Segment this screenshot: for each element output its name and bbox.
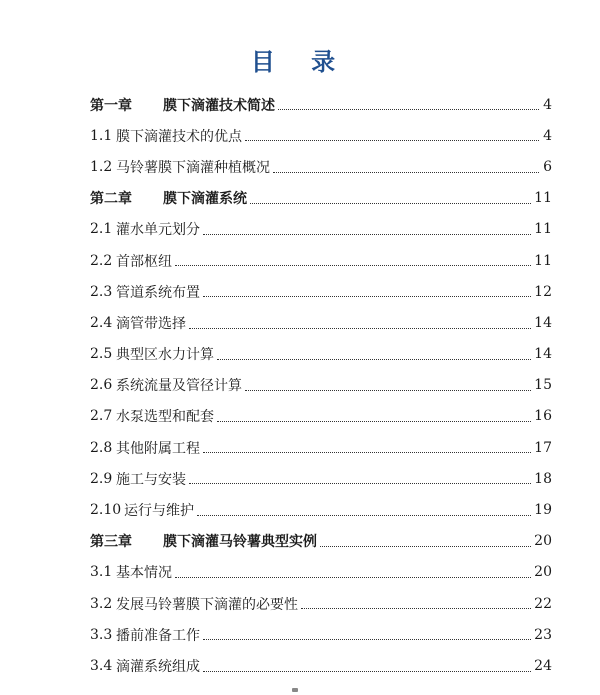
toc-entry-number: 2.1 xyxy=(90,221,113,238)
toc-entry-title: 管道系统布置 xyxy=(116,284,200,301)
dot-leader xyxy=(175,264,531,266)
toc-title: 目 录 xyxy=(250,48,350,76)
toc-entry-3-2[interactable] xyxy=(90,588,552,619)
toc-entry-number: 2.5 xyxy=(90,346,113,363)
toc-entry-2-7[interactable] xyxy=(90,401,552,432)
toc-entry-title: 播前准备工作 xyxy=(116,627,200,644)
toc-entry-title: 马铃薯膜下滴灌种植概况 xyxy=(116,159,270,176)
toc-entry-number: 第一章 xyxy=(90,97,132,114)
toc-entry-number: 2.9 xyxy=(90,470,113,487)
toc-entry-title: 首部枢纽 xyxy=(116,253,172,270)
toc-entry-page: 24 xyxy=(534,657,552,674)
toc-entry-3-4[interactable] xyxy=(90,650,552,681)
toc-entry-page: 11 xyxy=(534,252,552,269)
toc-entry-title: 膜下滴灌技术简述 xyxy=(163,97,275,114)
toc-entry-number: 2.6 xyxy=(90,377,113,394)
dot-leader xyxy=(301,607,531,609)
dot-leader xyxy=(278,108,539,110)
toc-entry-page: 14 xyxy=(534,314,552,331)
table-of-contents xyxy=(90,89,552,682)
toc-entry-title: 基本情况 xyxy=(116,565,172,582)
toc-entry-number: 2.8 xyxy=(90,439,113,456)
toc-entry-number: 2.10 xyxy=(90,502,122,519)
toc-entry-number: 2.3 xyxy=(90,283,113,300)
toc-entry-page: 16 xyxy=(534,408,552,425)
toc-entry-title: 施工与安装 xyxy=(116,471,186,488)
toc-entry-chapter-3[interactable] xyxy=(90,526,552,557)
toc-entry-chapter-2[interactable] xyxy=(90,183,552,214)
toc-entry-page: 6 xyxy=(543,158,552,175)
toc-entry-2-3[interactable] xyxy=(90,276,552,307)
toc-entry-page: 12 xyxy=(534,283,552,300)
toc-entry-title: 运行与维护 xyxy=(124,503,194,520)
toc-entry-number: 第二章 xyxy=(90,191,132,208)
toc-entry-number: 1.2 xyxy=(90,158,113,175)
toc-entry-title: 水泵选型和配套 xyxy=(116,409,214,426)
toc-entry-page: 22 xyxy=(534,595,552,612)
toc-entry-page: 15 xyxy=(534,377,552,394)
dot-leader xyxy=(175,576,531,578)
dot-leader xyxy=(203,295,531,297)
toc-entry-2-6[interactable] xyxy=(90,370,552,401)
dot-leader xyxy=(273,171,539,173)
toc-entry-2-4[interactable] xyxy=(90,307,552,338)
toc-entry-2-10[interactable] xyxy=(90,494,552,525)
dot-leader xyxy=(217,420,531,422)
toc-entry-title: 其他附属工程 xyxy=(116,440,200,457)
toc-entry-title: 灌水单元划分 xyxy=(116,222,200,239)
toc-entry-page: 20 xyxy=(534,564,552,581)
toc-entry-page: 11 xyxy=(534,221,552,238)
toc-entry-number: 1.1 xyxy=(90,127,113,144)
toc-entry-number: 3.4 xyxy=(90,657,113,674)
toc-entry-number: 2.2 xyxy=(90,252,113,269)
toc-entry-title: 系统流量及管径计算 xyxy=(116,378,242,395)
dot-leader xyxy=(203,233,531,235)
toc-entry-title: 膜下滴灌系统 xyxy=(163,191,247,208)
toc-entry-1-1[interactable] xyxy=(90,120,552,151)
toc-entry-page: 4 xyxy=(543,127,552,144)
toc-entry-title: 滴灌系统组成 xyxy=(116,658,200,675)
toc-entry-3-1[interactable] xyxy=(90,557,552,588)
toc-entry-title: 典型区水力计算 xyxy=(116,347,214,364)
toc-entry-3-3[interactable] xyxy=(90,619,552,650)
page-edge-mark xyxy=(292,688,298,692)
toc-entry-page: 23 xyxy=(534,626,552,643)
toc-entry-page: 4 xyxy=(543,96,552,113)
toc-entry-2-1[interactable] xyxy=(90,214,552,245)
dot-leader xyxy=(245,389,531,391)
toc-entry-title: 膜下滴灌技术的优点 xyxy=(116,128,242,145)
toc-entry-2-5[interactable] xyxy=(90,339,552,370)
dot-leader xyxy=(197,514,531,516)
toc-entry-page: 20 xyxy=(534,533,552,550)
toc-entry-page: 19 xyxy=(534,502,552,519)
toc-entry-page: 18 xyxy=(534,470,552,487)
toc-entry-chapter-1[interactable] xyxy=(90,89,552,120)
dot-leader xyxy=(217,358,531,360)
toc-entry-number: 第三章 xyxy=(90,534,132,551)
toc-entry-title: 发展马铃薯膜下滴灌的必要性 xyxy=(116,596,298,613)
toc-entry-2-2[interactable] xyxy=(90,245,552,276)
toc-entry-2-9[interactable] xyxy=(90,463,552,494)
dot-leader xyxy=(203,638,531,640)
toc-entry-2-8[interactable] xyxy=(90,432,552,463)
toc-entry-page: 11 xyxy=(534,190,552,207)
toc-entry-title: 膜下滴灌马铃薯典型实例 xyxy=(163,534,317,551)
toc-entry-title: 滴管带选择 xyxy=(116,315,186,332)
toc-entry-page: 17 xyxy=(534,439,552,456)
dot-leader xyxy=(250,202,531,204)
toc-entry-number: 2.7 xyxy=(90,408,113,425)
dot-leader xyxy=(203,670,531,672)
toc-entry-number: 3.2 xyxy=(90,595,113,612)
dot-leader xyxy=(189,327,531,329)
toc-entry-1-2[interactable] xyxy=(90,151,552,182)
dot-leader xyxy=(320,545,531,547)
dot-leader xyxy=(245,139,539,141)
dot-leader xyxy=(203,451,531,453)
toc-entry-number: 3.3 xyxy=(90,626,113,643)
toc-entry-page: 14 xyxy=(534,346,552,363)
toc-entry-number: 2.4 xyxy=(90,314,113,331)
dot-leader xyxy=(189,482,531,484)
toc-entry-number: 3.1 xyxy=(90,564,113,581)
